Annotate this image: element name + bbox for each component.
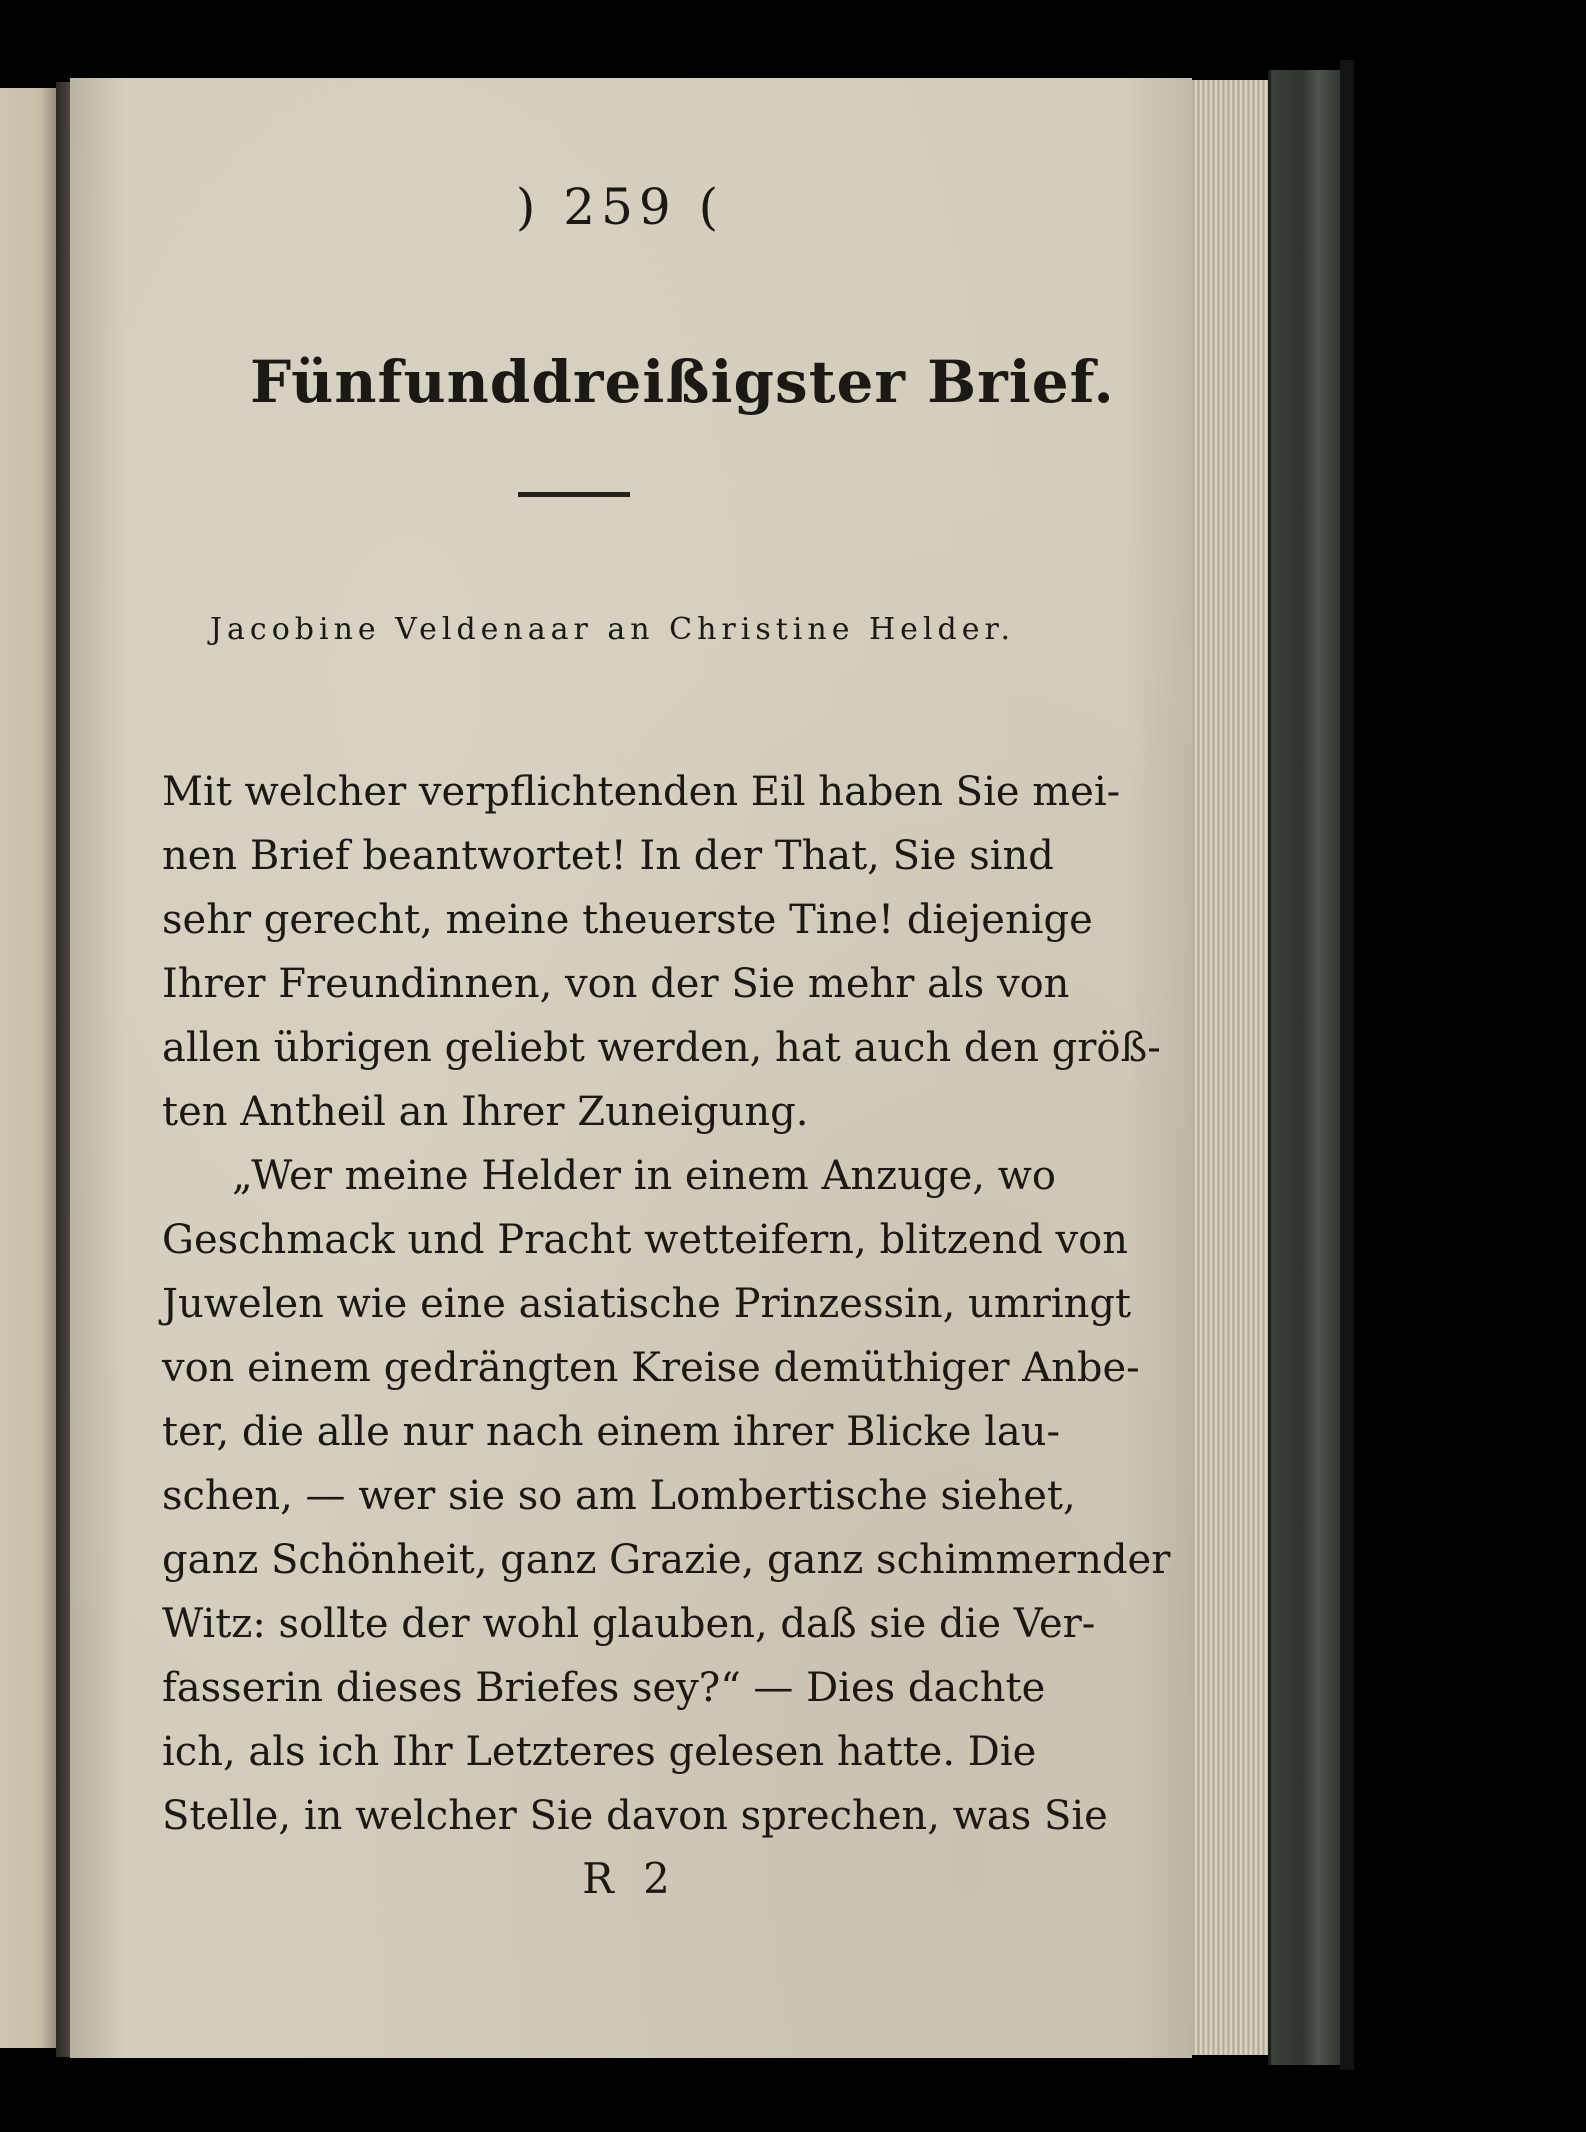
- book-cover-board: [1268, 70, 1349, 2065]
- body-line: Juwelen wie eine asiatische Prinzessin, umringt: [162, 1281, 1132, 1327]
- body-line: schen, — wer sie so am Lombertische siehet,: [162, 1473, 1076, 1519]
- body-line: nen Brief beantwortet! In der That, Sie sind: [162, 833, 1054, 879]
- body-line: sehr gerecht, meine theuerste Tine! diejenige: [162, 897, 1093, 943]
- body-line: Stelle, in welcher Sie davon sprechen, was Sie: [162, 1793, 1108, 1839]
- body-line: von einem gedrängten Kreise demüthiger Anbe-: [162, 1345, 1140, 1391]
- body-line: „Wer meine Helder in einem Anzuge, wo: [232, 1153, 1056, 1199]
- letter-address: Jacobine Veldenaar an Christine Helder.: [210, 612, 1016, 647]
- body-line: ich, als ich Ihr Letzteres gelesen hatte. Die: [162, 1729, 1037, 1775]
- body-line: fasserin dieses Briefes sey?“ — Dies dachte: [162, 1665, 1046, 1711]
- body-line: Witz: sollte der wohl glauben, daß sie die Ver-: [162, 1601, 1096, 1647]
- title-divider: [518, 492, 630, 497]
- body-line: Ihrer Freundinnen, von der Sie mehr als von: [162, 961, 1070, 1007]
- body-line: Geschmack und Pracht wetteifern, blitzend von: [162, 1217, 1128, 1263]
- letter-body: [162, 760, 1171, 1848]
- book-cover-edge: [1340, 60, 1354, 2070]
- body-line: ganz Schönheit, ganz Grazie, ganz schimmernder: [162, 1537, 1171, 1583]
- body-line: ten Antheil an Ihrer Zuneigung.: [162, 1089, 809, 1135]
- body-line: ter, die alle nur nach einem ihrer Blicke lau-: [162, 1409, 1061, 1455]
- letter-title: Fünfunddreißigster Brief.: [250, 348, 1115, 416]
- body-line: Mit welcher verpflichtenden Eil haben Sie mei-: [162, 769, 1121, 815]
- body-line: allen übrigen geliebt werden, hat auch den größ-: [162, 1025, 1161, 1071]
- page-number: ) 259 (: [515, 178, 725, 236]
- signature-mark: R 2: [582, 1854, 678, 1903]
